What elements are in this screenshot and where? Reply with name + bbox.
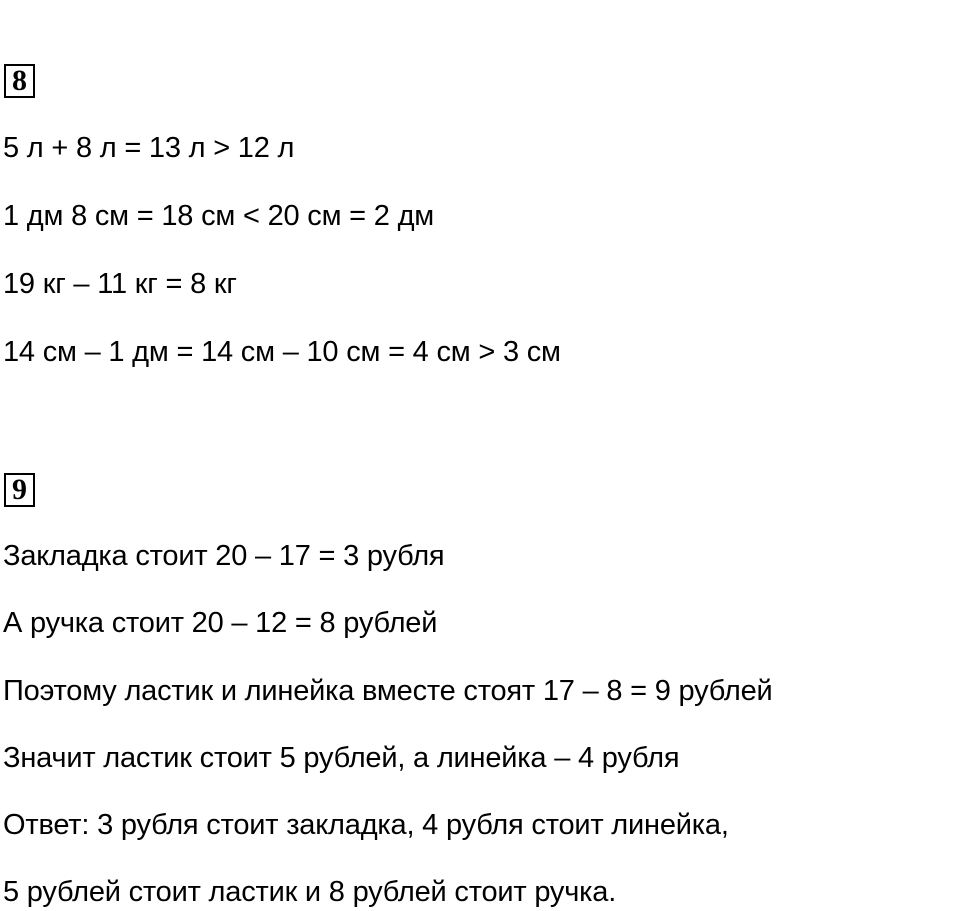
task-8-line-4: 14 см – 1 дм = 14 см – 10 см = 4 см > 3 см (3, 336, 561, 368)
task-9-answer-line-1: Ответ: 3 рубля стоит закладка, 4 рубля стоит линейка, (3, 809, 729, 841)
task-8-line-2: 1 дм 8 см = 18 см < 20 см = 2 дм (3, 200, 435, 232)
task-9-line-2: А ручка стоит 20 – 12 = 8 рублей (3, 607, 438, 639)
task-8-number: 8 (4, 64, 35, 98)
task-8-line-3: 19 кг – 11 кг = 8 кг (3, 268, 237, 300)
task-9-line-1: Закладка стоит 20 – 17 = 3 рубля (3, 540, 445, 572)
task-8-line-1: 5 л + 8 л = 13 л > 12 л (3, 132, 295, 164)
task-9-answer-line-2: 5 рублей стоит ластик и 8 рублей стоит ручка. (3, 876, 617, 908)
task-9-line-3: Поэтому ластик и линейка вместе стоят 17 – 8 = 9 рублей (3, 675, 773, 707)
task-9-number: 9 (4, 473, 35, 507)
task-9-line-4: Значит ластик стоит 5 рублей, а линейка – 4 рубля (3, 742, 680, 774)
